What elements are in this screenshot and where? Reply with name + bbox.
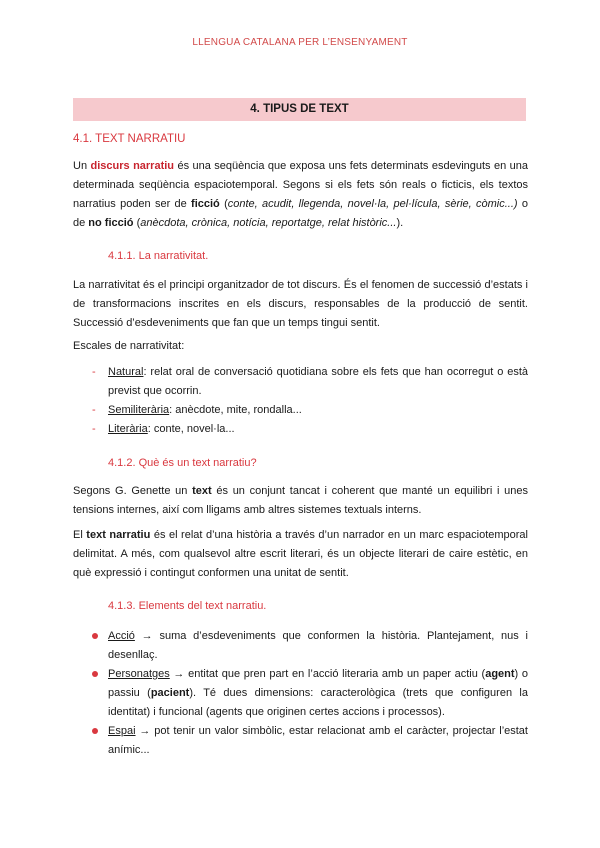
bullet-dot-icon bbox=[92, 671, 98, 677]
heading-4-1-3: 4.1.3. Elements del text narratiu. bbox=[108, 600, 267, 612]
section-title: 4. TIPUS DE TEXT bbox=[73, 98, 526, 121]
running-header: LLENGUA CATALANA PER L’ENSENYAMENT bbox=[192, 37, 408, 48]
dash-bullet: - bbox=[92, 423, 96, 435]
dash-bullet: - bbox=[92, 366, 96, 378]
list-item: - Natural: relat oral de conversació quotidiana sobre els fets que han ocorregut o està previst que ocorrin. bbox=[108, 363, 528, 401]
heading-4-1-1: 4.1.1. La narrativitat. bbox=[108, 250, 209, 262]
dash-bullet: - bbox=[92, 404, 96, 416]
intro-paragraph: Un discurs narratiu és una seqüència que exposa uns fets determinats esdevinguts en una determinada seqüència espaciotemporal. Segons si els fets són reals o ficticis, els textos narratius poden ser de ficció (conte, acudit, llegenda, novel·la, pel·lícula, sèrie, còmic...) o de no ficció (anècdota, crònica, notícia, reportatge, relat històric...). bbox=[73, 160, 529, 229]
genette-paragraph: Segons G. Genette un text és un conjunt tancat i coherent que manté un equilibri i unes tensions internes, així com lligams amb altres sistemes textuals interns. bbox=[73, 485, 528, 516]
list-item: Espai → pot tenir un valor simbòlic, estar relacionat amb el caràcter, projectar l’estat anímic... bbox=[108, 722, 528, 760]
bullet-dot-icon bbox=[92, 633, 98, 639]
list-item: Personatges → entitat que pren part en l’acció literaria amb un paper actiu (agent) o passiu (pacient). Té dues dimensions: caracterològica (trets que configuren la identitat) i funcional (agents que originen certes accions i processos). bbox=[108, 665, 528, 722]
narrativitat-paragraph: La narrativitat és el principi organitzador de tot discurs. És el fenomen de successió d’estats i de transformacions inscrites en els discurs, responsables de la producció de sentit. Successió d’esdeveniments que fan que un temps tingui sentit. bbox=[73, 279, 528, 329]
text-narratiu-paragraph: El text narratiu és el relat d’una història a través d’un narrador en un marc espaciotemporal delimitat. A més, com qualsevol altre escrit literari, és un objecte literari de caire estètic, en què expressió i contingut conformen una unitat de sentit. bbox=[73, 529, 528, 579]
elements-list bbox=[108, 627, 528, 760]
bullet-dot-icon bbox=[92, 728, 98, 734]
list-item: - Semiliterària: anècdote, mite, rondalla... bbox=[108, 401, 528, 420]
escales-label: Escales de narrativitat: bbox=[73, 340, 185, 352]
list-item: - Literària: conte, novel·la... bbox=[108, 420, 528, 439]
heading-4-1-2: 4.1.2. Què és un text narratiu? bbox=[108, 457, 257, 469]
escales-list bbox=[92, 363, 528, 439]
subsection-title: 4.1. TEXT NARRATIU bbox=[73, 133, 186, 145]
list-item: Acció → suma d’esdeveniments que conformen la història. Plantejament, nus i desenllaç. bbox=[108, 627, 528, 665]
